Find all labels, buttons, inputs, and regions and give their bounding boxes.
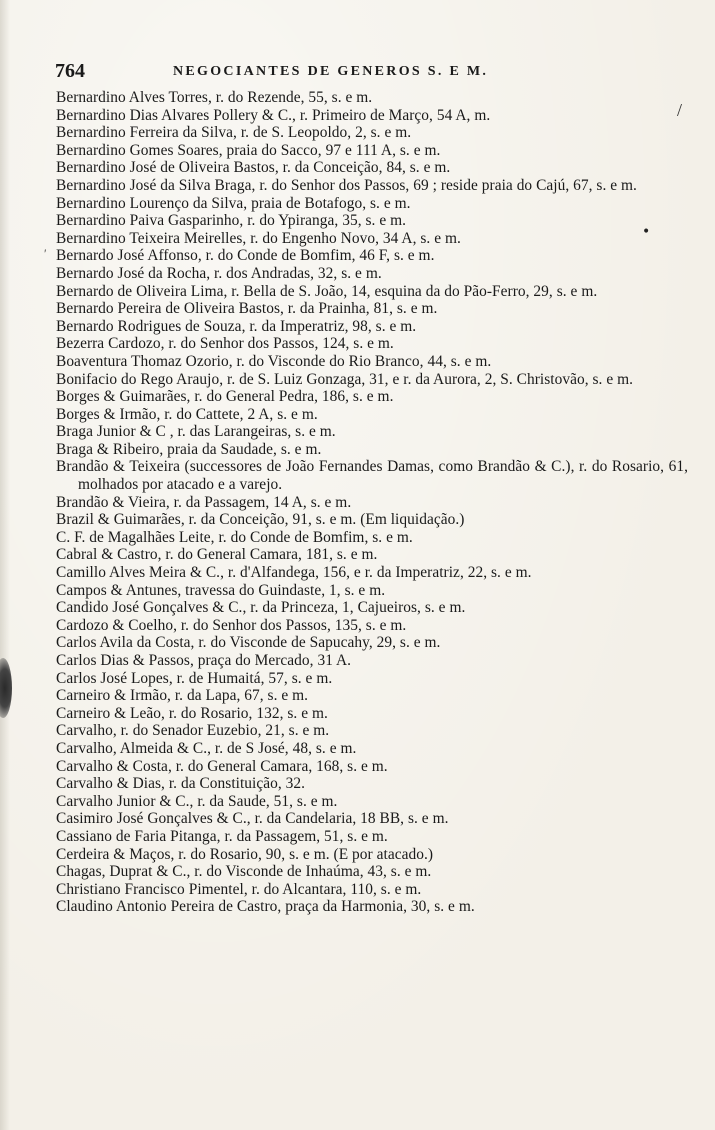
list-item: Carlos Avila da Costa, r. do Visconde de Sapucahy, 29, s. e m.: [56, 634, 441, 652]
list-item: Bernardo Rodrigues de Souza, r. da Imperatriz, 98, s. e m.: [56, 317, 417, 335]
list-item: Cassiano de Faria Pitanga, r. da Passagem, 51, s. e m.: [56, 827, 388, 845]
list-item: Claudino Antonio Pereira de Castro, praça da Harmonia, 30, s. e m.: [56, 898, 475, 916]
list-item: Bernardo de Oliveira Lima, r. Bella de S. João, 14, esquina da do Pão-Ferro, 29, s. e m.: [56, 282, 598, 300]
list-item: Bernardino Gomes Soares, praia do Sacco, 97 e 111 A, s. e m.: [56, 141, 441, 159]
list-item: Bernardo Pereira de Oliveira Bastos, r. da Prainha, 81, s. e m.: [56, 300, 438, 318]
list-item: Borges & Guimarães, r. do General Pedra, 186, s. e m.: [56, 388, 394, 406]
list-item: Casimiro José Gonçalves & C., r. da Candelaria, 18 BB, s. e m.: [56, 810, 449, 828]
list-item: Braga & Ribeiro, praia da Saudade, s. e m.: [56, 440, 322, 458]
list-item: Carvalho, Almeida & C., r. de S José, 48, s. e m.: [56, 739, 357, 757]
list-item: Carvalho & Costa, r. do General Camara, 168, s. e m.: [56, 757, 388, 775]
list-item: Bernardino Paiva Gasparinho, r. do Ypiranga, 35, s. e m.: [56, 212, 407, 230]
list-item: Brandão & Vieira, r. da Passagem, 14 A, s. e m.: [56, 493, 352, 511]
page-number: 764: [55, 60, 85, 82]
binding-shadow: [0, 0, 10, 1130]
list-item: Christiano Francisco Pimentel, r. do Alcantara, 110, s. e m.: [56, 880, 422, 898]
list-item: Brandão & Teixeira (successores de João Fernandes Damas, como Brandão & C.), r. do Rosario, 61, molhados por atacado e a varejo.: [56, 458, 688, 494]
list-item: Bonifacio do Rego Araujo, r. de S. Luiz Gonzaga, 31, e r. da Aurora, 2, S. Christovão, s. e m.: [56, 370, 634, 388]
list-item: Bernardino Dias Alvares Pollery & C., r. Primeiro de Março, 54 A, m.: [56, 106, 491, 124]
list-item: Candido José Gonçalves & C., r. da Princeza, 1, Cajueiros, s. e m.: [56, 599, 466, 617]
list-item: Braga Junior & C , r. das Larangeiras, s. e m.: [56, 423, 336, 441]
list-item: C. F. de Magalhães Leite, r. do Conde de Bomfim, s. e m.: [56, 528, 413, 546]
directory-list: [56, 89, 688, 916]
list-item: Bernardino José da Silva Braga, r. do Senhor dos Passos, 69 ; reside praia do Cajú, 67, s. e m.: [56, 176, 637, 194]
list-item: Bernardino Alves Torres, r. do Rezende, 55, s. e m.: [56, 89, 373, 106]
list-item: Boaventura Thomaz Ozorio, r. do Visconde do Rio Branco, 44, s. e m.: [56, 352, 492, 370]
list-item: Carneiro & Irmão, r. da Lapa, 67, s. e m.: [56, 687, 309, 705]
list-item: Carvalho Junior & C., r. da Saude, 51, s. e m.: [56, 792, 338, 810]
list-item: Cerdeira & Maços, r. do Rosario, 90, s. e m. (E por atacado.): [56, 845, 434, 863]
list-item: Campos & Antunes, travessa do Guindaste, 1, s. e m.: [56, 581, 386, 599]
list-item: Carlos Dias & Passos, praça do Mercado, 31 A.: [56, 652, 352, 669]
list-item: Cardozo & Coelho, r. do Senhor dos Passos, 135, s. e m.: [56, 616, 407, 634]
list-item: Brazil & Guimarães, r. da Conceição, 91, s. e m. (Em liquidação.): [56, 511, 465, 529]
list-item: Bernardino Ferreira da Silva, r. de S. Leopoldo, 2, s. e m.: [56, 124, 412, 142]
stray-tick: ´: [40, 247, 54, 263]
list-item: Chagas, Duprat & C., r. do Visconde de Inhaúma, 43, s. e m.: [56, 863, 432, 881]
list-item: Carvalho & Dias, r. da Constituição, 32.: [56, 775, 306, 793]
ink-blot: [0, 658, 12, 718]
list-item: Borges & Irmão, r. do Cattete, 2 A, s. e m.: [56, 405, 318, 423]
list-item: Bernardino Teixeira Meirelles, r. do Engenho Novo, 34 A, s. e m.: [56, 229, 461, 247]
stray-mark: •: [642, 224, 651, 240]
list-item: Bernardino Lourenço da Silva, praia de Botafogo, s. e m.: [56, 194, 411, 212]
list-item: Carneiro & Leão, r. do Rosario, 132, s. e m.: [56, 704, 328, 722]
list-item: Camillo Alves Meira & C., r. d'Alfandega, 156, e r. da Imperatriz, 22, s. e m.: [56, 564, 532, 582]
list-item: Bernardino José de Oliveira Bastos, r. da Conceição, 84, s. e m.: [56, 159, 451, 177]
list-item: Cabral & Castro, r. do General Camara, 181, s. e m.: [56, 546, 378, 564]
list-item: Bernardo José da Rocha, r. dos Andradas, 32, s. e m.: [56, 264, 382, 282]
list-item: Bernardo José Affonso, r. do Conde de Bomfim, 46 F, s. e m.: [56, 247, 435, 265]
running-title: NEGOCIANTES DE GENEROS S. E M.: [173, 64, 489, 79]
list-item: Carvalho, r. do Senador Euzebio, 21, s. e m.: [56, 722, 330, 740]
list-item: Bezerra Cardozo, r. do Senhor dos Passos, 124, s. e m.: [56, 335, 394, 353]
list-item: Carlos José Lopes, r. de Humaitá, 57, s. e m.: [56, 669, 333, 687]
pencil-mark: /: [677, 100, 683, 120]
